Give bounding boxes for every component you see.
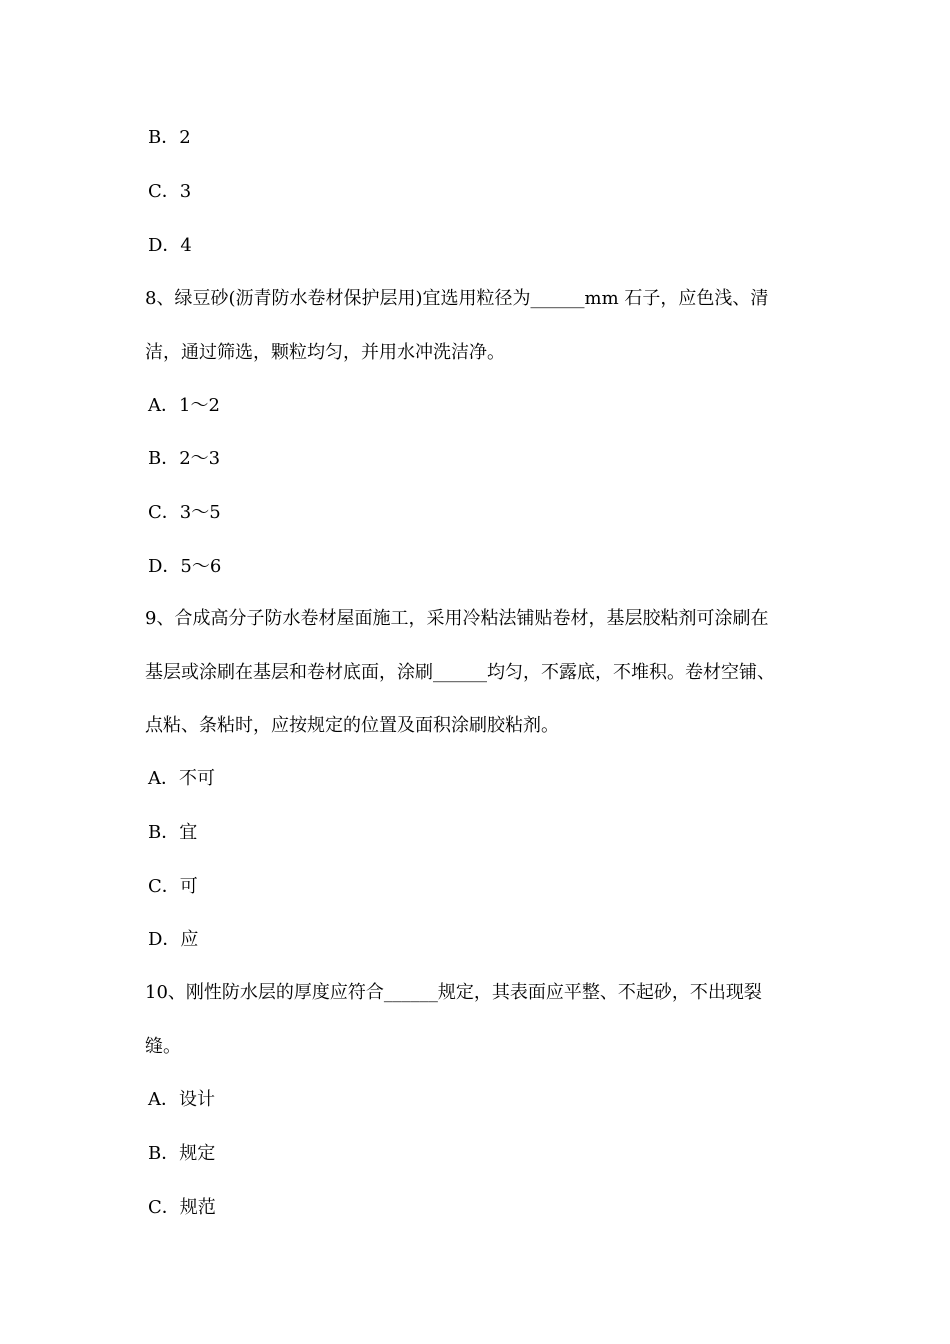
q9-option-a: A．不可 bbox=[148, 768, 215, 789]
q7-option-c: C．3 bbox=[148, 181, 192, 202]
q8-option-c: C．3～5 bbox=[148, 502, 221, 523]
q10-stem-line-2: 缝。 bbox=[145, 1036, 181, 1057]
q10-option-b: B．规定 bbox=[148, 1143, 216, 1164]
q8-option-a: A．1～2 bbox=[148, 395, 220, 416]
q9-stem-line-1: 9、合成高分子防水卷材屋面施工，采用冷粘法铺贴卷材，基层胶粘剂可涂刷在 bbox=[145, 608, 769, 629]
q9-option-d: D．应 bbox=[148, 929, 199, 950]
q10-stem-line-1: 10、刚性防水层的厚度应符合______规定，其表面应平整、不起砂，不出现裂 bbox=[145, 982, 762, 1003]
q9-option-c: C．可 bbox=[148, 876, 198, 897]
q9-stem-line-3: 点粘、条粘时，应按规定的位置及面积涂刷胶粘剂。 bbox=[145, 715, 559, 736]
q9-option-b: B．宜 bbox=[148, 822, 198, 843]
q9-stem-line-2: 基层或涂刷在基层和卷材底面，涂刷______均匀，不露底，不堆积。卷材空铺、 bbox=[145, 662, 775, 683]
q7-option-d: D．4 bbox=[148, 235, 192, 256]
q7-option-b: B．2 bbox=[148, 127, 191, 148]
q8-stem-line-2: 洁，通过筛选，颗粒均匀，并用水冲洗洁净。 bbox=[145, 342, 505, 363]
q10-option-c: C．规范 bbox=[148, 1197, 216, 1218]
q8-option-b: B．2～3 bbox=[148, 448, 221, 469]
q8-stem-line-1: 8、绿豆砂(沥青防水卷材保护层用)宜选用粒径为______mm 石子，应色浅、清 bbox=[145, 288, 769, 309]
q10-option-a: A．设计 bbox=[148, 1089, 215, 1110]
q8-option-d: D．5～6 bbox=[148, 556, 222, 577]
